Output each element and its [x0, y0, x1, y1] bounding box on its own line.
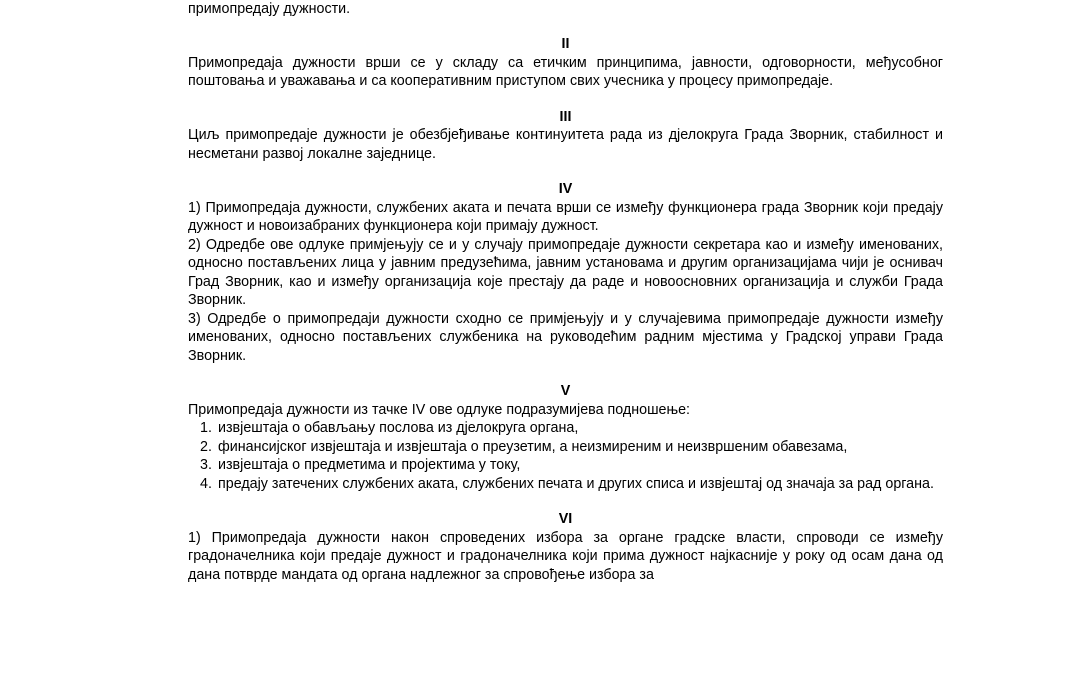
list-item-number: 2. [200, 438, 212, 455]
section-iv-paragraph-2: 2) Одредбе ове одлуке примјењују се и у случају примопредаје дужности секретара као и између именованих, односно постављених лица у јавним предузећима, јавним установама и другим организацијама чији је оснивач Град Зворник, као и између организација које престају да раде и новоосновних организација и служби Града Зворник. [188, 236, 943, 308]
section-iv-heading: IV [558, 181, 573, 197]
section-iii-text: Циљ примопредаје дужности је обезбјеђивање континуитета рада из дјелокруга Града Зворник, стабилност и несметани развој локалне заједнице. [188, 127, 943, 162]
document-page [188, 0, 943, 584]
section-v-heading: V [560, 383, 571, 399]
list-item [188, 456, 943, 475]
list-item [188, 475, 943, 494]
list-item-text: предају затечених службених аката, службених печата и других списа и извјештај од значаја за рад органа. [218, 475, 934, 492]
list-item-text: извјештаја о предметима и пројектима у току, [218, 457, 521, 473]
list-item [188, 419, 943, 438]
section-ii-heading: II [561, 36, 570, 52]
section-v-lead: Примопредаја дужности из тачке IV ове одлуке подразумијева подношење: [188, 401, 691, 418]
section-iv-paragraph-3: 3) Одредбе о примопредаји дужности сходно се примјењују и у случајевима примопредаје дужности између именованих, односно постављених службеника на руководећим радним мјестима у Градској управи Града Зворник. [188, 310, 943, 364]
section-v-list [188, 419, 943, 493]
list-item-number: 4. [200, 475, 212, 492]
section-ii-text: Примопредаја дужности врши се у складу са етичким принципима, јавности, одговорности, међусобног поштовања и уважавања и са кооперативним приступом свих учесника у процесу примопредаје. [188, 54, 943, 89]
intro-line-2: примопредају дужности. [188, 0, 351, 17]
list-item-number: 1. [200, 420, 212, 436]
section-iv-paragraph-1: 1) Примопредаја дужности, службених аката и печата врши се између функционера града Зворник који предају дужност и новоизабраних функционера који примају дужност. [188, 199, 943, 234]
section-vi-heading: VI [558, 511, 573, 527]
section-vi-paragraph-1: 1) Примопредаја дужности након спроведених избора за органе градске власти, спроводи се између градоначелника који предаје дужност и градоначелника који прима дужност најкасније у року од осам дана од дана потврде мандата од органа надлежног за спровођење избора за [188, 529, 943, 583]
list-item-text: извјештаја о обављању послова из дјелокруга органа, [218, 420, 579, 436]
list-item-number: 3. [200, 457, 212, 473]
list-item-text: финансијског извјештаја и извјештаја о преузетим, а неизмиреним и неизвршеним обавезама, [218, 438, 848, 455]
section-iii-heading: III [559, 108, 572, 125]
list-item [188, 438, 943, 457]
